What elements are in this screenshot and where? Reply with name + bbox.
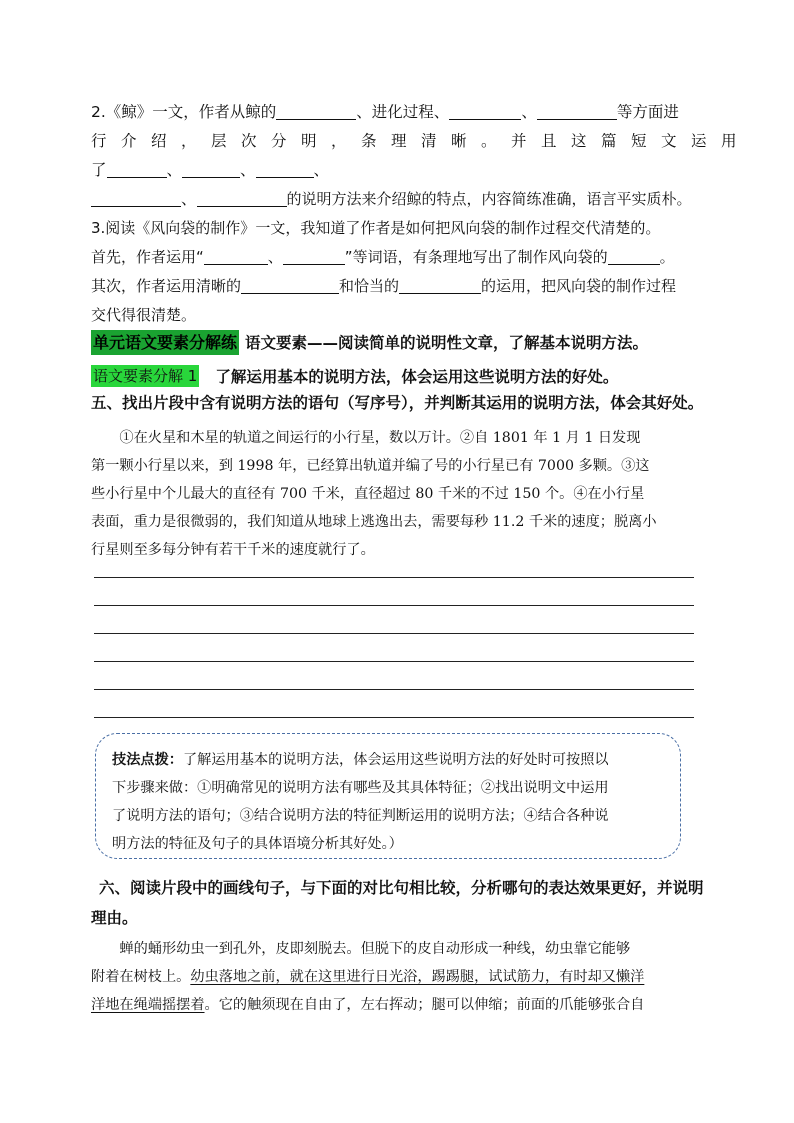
answer-blank[interactable] (449, 101, 521, 120)
answer-line[interactable] (94, 577, 694, 578)
technique-tip-box: 技法点拨：了解运用基本的说明方法，体会运用这些说明方法的好处时可按照以 下步骤来做：①明确常见的说明方法有哪些及其具体特征；②找出说明文中运用 了说明方法的语句；③结合说明方法的特征判断运用的说明方法；④结合各种说 明方法的特征及句子的具体语境分析其好处。） (95, 733, 681, 859)
answer-line[interactable] (94, 633, 694, 634)
answer-blank[interactable] (537, 101, 617, 120)
answer-blank[interactable] (276, 101, 356, 120)
underlined-sentence: 洋地在绳端摇摆着 (91, 997, 205, 1013)
tip-title: 技法点拨： (112, 752, 183, 768)
unit-section-header (91, 329, 711, 355)
answer-blank[interactable] (399, 275, 481, 294)
answer-blank[interactable] (283, 246, 345, 265)
sub-section-header (91, 364, 618, 388)
q2-text: 2.《鲸》一文，作者从鲸的 (91, 103, 277, 121)
answer-blank[interactable] (204, 246, 268, 265)
sub-section-description: 了解运用基本的说明方法，体会运用这些说明方法的好处。 (215, 368, 619, 386)
answer-line[interactable] (94, 689, 694, 690)
answer-blank[interactable] (91, 188, 181, 207)
underlined-sentence: 幼虫落地之前，就在这里进行日光浴，踢踢腿，试试筋力，有时却又懒洋 (190, 969, 645, 985)
answer-line[interactable] (94, 717, 694, 718)
question-6-passage: 蝉的蛹形幼虫一到孔外，皮即刻脱去。但脱下的皮自动形成一种线，幼虫靠它能够 附着在树枝上。幼虫落地之前，就在这里进行日光浴，踢踢腿，试试筋力，有时却又懒洋 洋地在绳端摇摆着。它的触须现在自由了，左右挥动；腿可以伸缩；前面的爪能够张合自 (91, 941, 645, 1013)
answer-blank[interactable] (182, 159, 240, 178)
section-label: 单元语文要素分解练 (91, 330, 239, 355)
question-6-title: 六、阅读片段中的画线句子，与下面的对比句相比较，分析哪句的表达效果更好，并说明理由。 (91, 879, 704, 927)
question-2: 2.《鲸》一文，作者从鲸的 、进化过程、 、 等方面进 行介绍，层次分明，条理清晰。并且这篇短文运用 了 、 、 、 、 的说明方法来介绍鲸的特点，内容简练准确，语言平实质朴。 (91, 103, 752, 208)
answer-blank[interactable] (241, 275, 339, 294)
answer-line[interactable] (94, 661, 694, 662)
question-5-title: 五、找出片段中含有说明方法的语句（写序号），并判断其运用的说明方法，体会其好处。 (91, 394, 704, 412)
section-description: 语文要素——阅读简单的说明性文章，了解基本说明方法。 (245, 334, 649, 352)
q2-line-2: 行介绍，层次分明，条理清晰。并且这篇短文运用 (91, 132, 752, 150)
answer-line[interactable] (94, 605, 694, 606)
answer-blank[interactable] (608, 246, 660, 265)
answer-blank[interactable] (197, 188, 287, 207)
question-3: 3.阅读《风向袋的制作》一文，我知道了作者是如何把风向袋的制作过程交代清楚的。 首先，作者运用“ 、 ”等词语，有条理地写出了制作风向袋的 。 其次，作者运用清晰的 和恰当的 的运用，把风向袋的制作过程 交代得很清楚。 (91, 219, 677, 324)
question-5-passage: ①在火星和木星的轨道之间运行的小行星，数以万计。②自 1801 年 1 月 1 日发现 第一颗小行星以来，到 1998 年，已经算出轨道并编了号的小行星已有 7000 多颗。③这 些小行星中个儿最大的直径有 700 千米，直径超过 80 千米的不过 150 个。④在小行星 表面，重力是很微弱的，我们知道从地球上逃逸出去，需要每秒 11.2 千米的速度；脱离小 行星则至多每分钟有若干千米的速度就行了。 (91, 430, 657, 558)
answer-blank[interactable] (256, 159, 314, 178)
answer-blank[interactable] (107, 159, 167, 178)
sub-section-label: 语文要素分解 1 (93, 367, 198, 385)
